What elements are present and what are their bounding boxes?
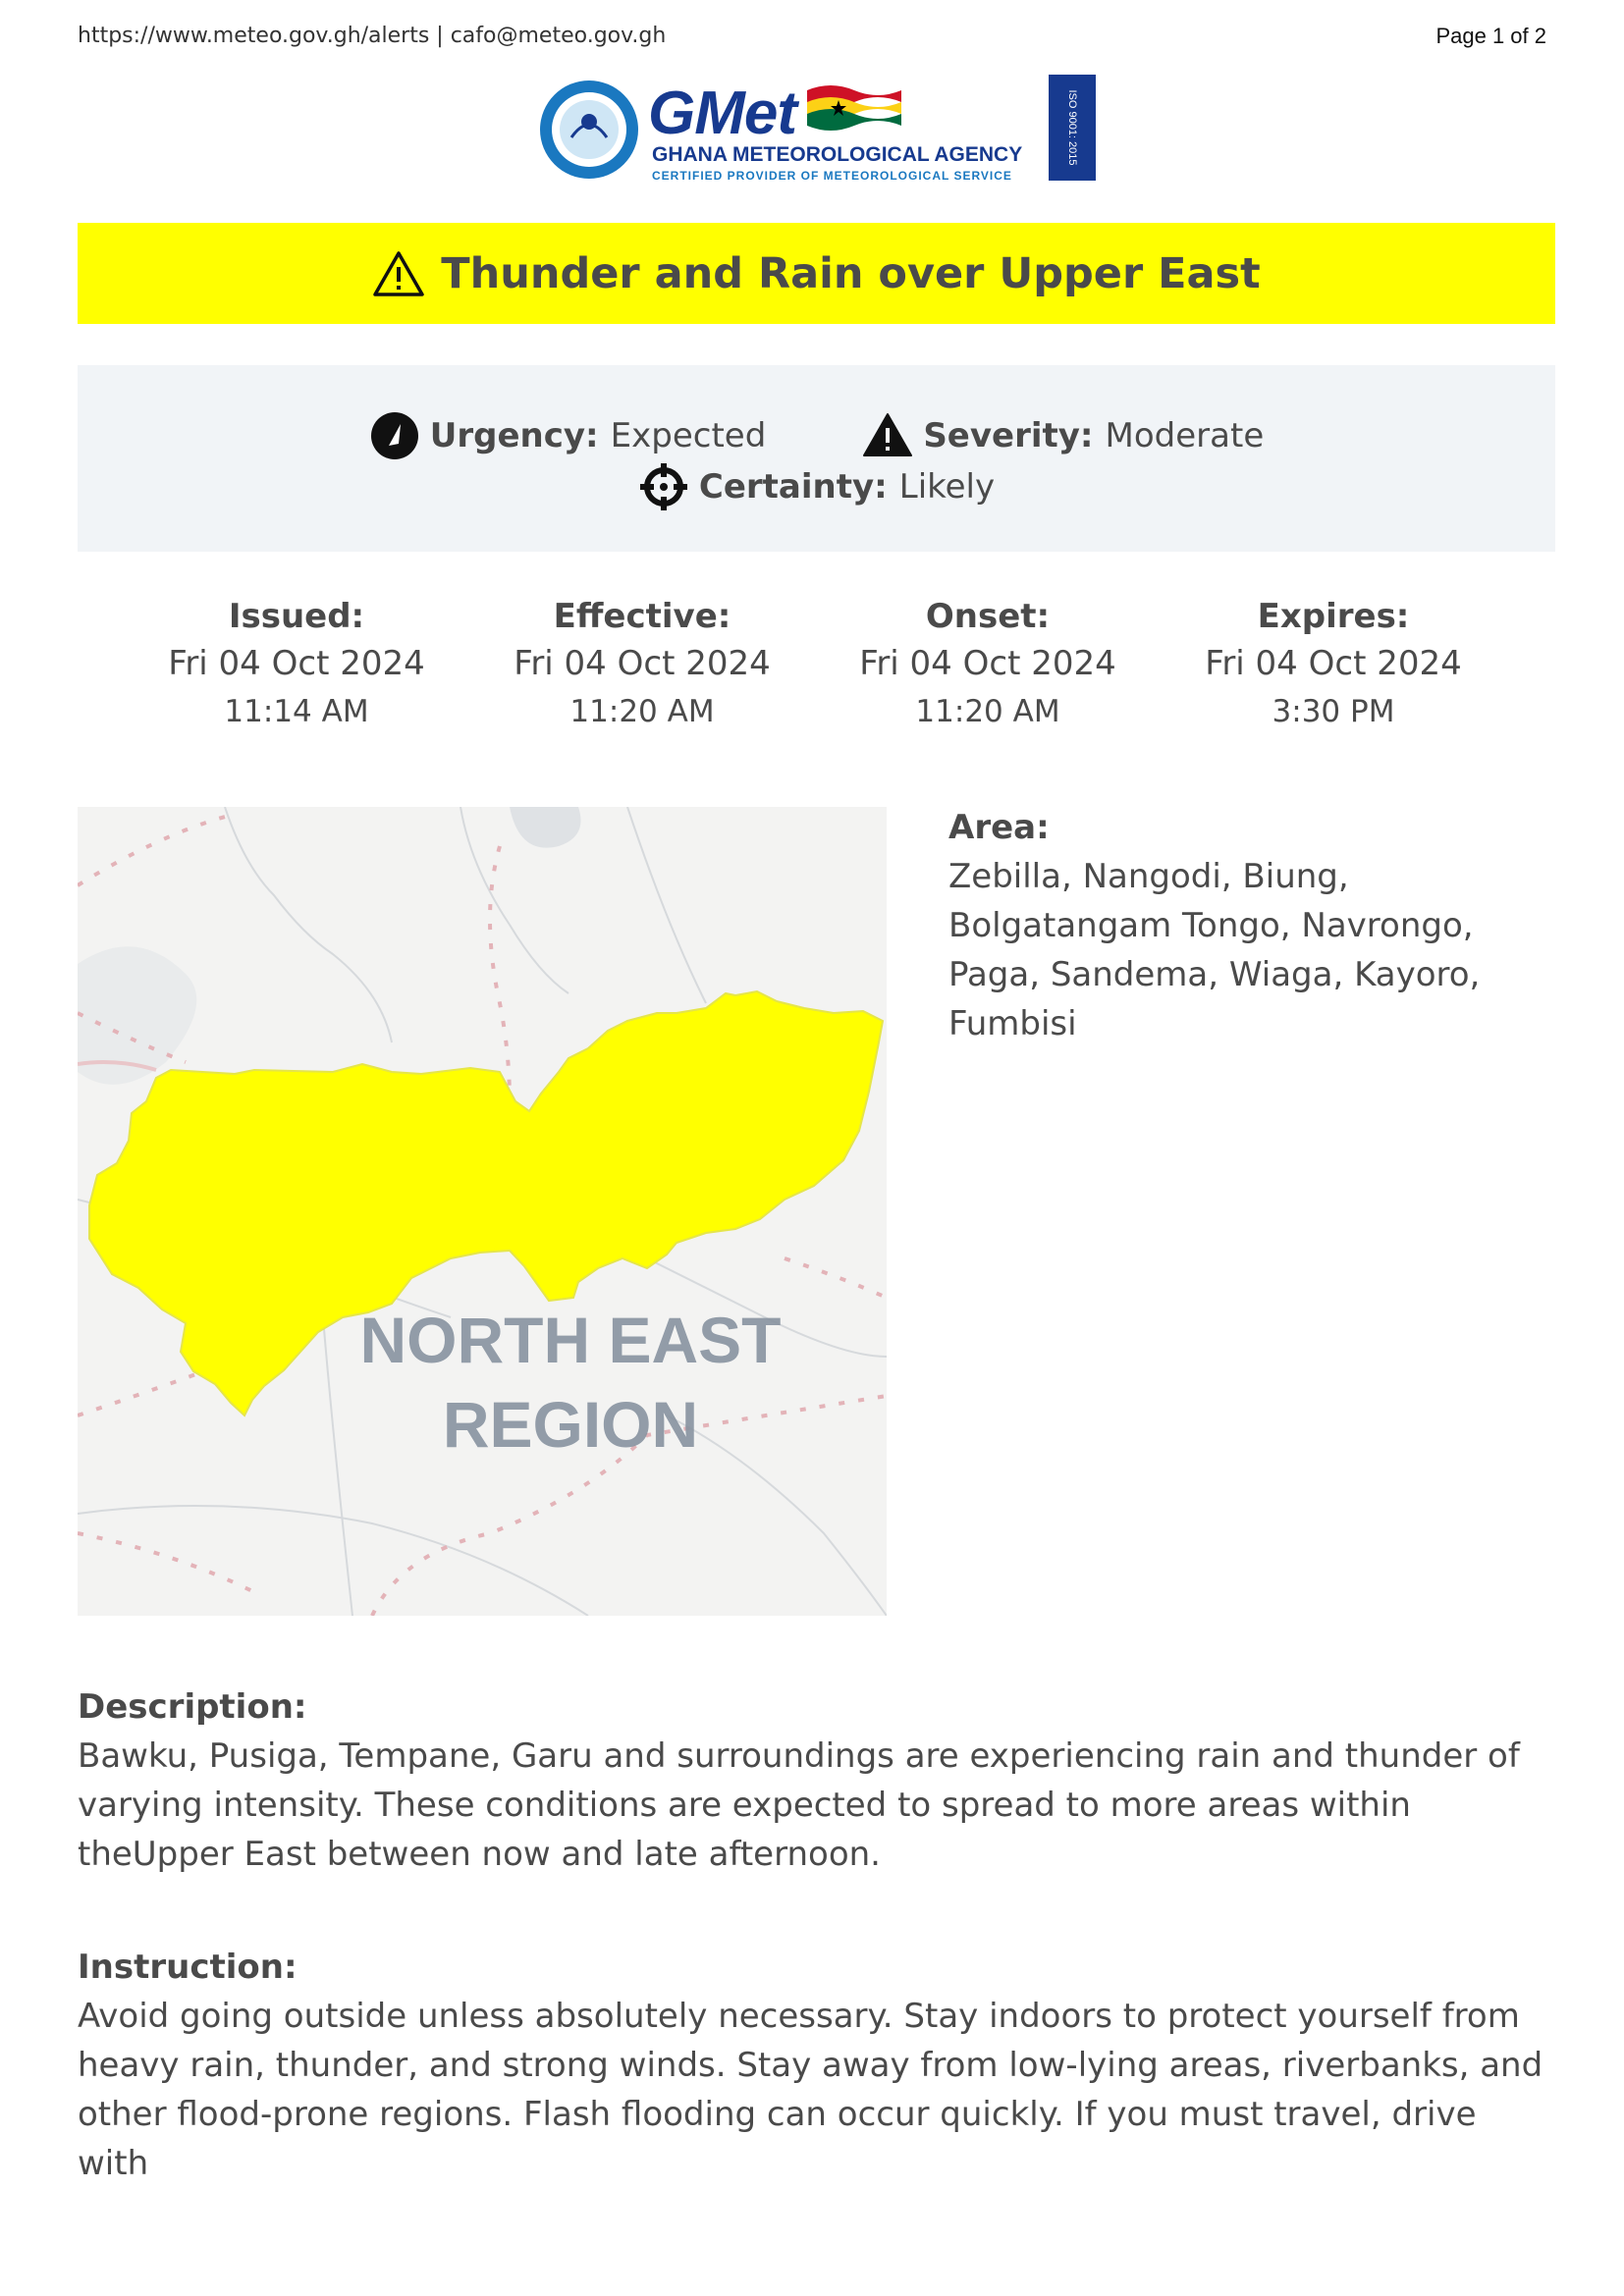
time-date: Fri 04 Oct 2024 <box>859 644 1116 683</box>
description-section <box>78 1682 1555 1879</box>
time-hour: 11:14 AM <box>224 694 369 729</box>
time-hour: 11:20 AM <box>915 694 1060 729</box>
time-hour: 11:20 AM <box>569 694 715 729</box>
certainty-item <box>638 461 995 512</box>
issued-time <box>124 594 469 735</box>
alert-area-map <box>78 807 887 1616</box>
map-region-line1: NORTH EAST <box>359 1304 782 1376</box>
alert-meta-box <box>78 365 1555 552</box>
time-label: Expires: <box>1257 597 1410 636</box>
instruction-text: Avoid going outside unless absolutely necessary. Stay indoors to protect yourself from heavy rain, thunder, and strong winds. Stay away from low-lying areas, riverbanks, and other flood-prone regions. Flash flooding can occur quickly. If you must travel, drive with <box>78 1997 1543 2183</box>
certainty-label: Certainty: <box>698 467 888 507</box>
area-text: Zebilla, Nangodi, Biung, Bolgatangam Tongo, Navrongo, Paga, Sandema, Wiaga, Kayoro, Fumbisi <box>948 857 1481 1043</box>
description-text: Bawku, Pusiga, Tempane, Garu and surroundings are experiencing rain and thunder of varying intensity. These conditions are expected to spread to more areas within theUpper East between now and late afternoon. <box>78 1736 1520 1874</box>
time-date: Fri 04 Oct 2024 <box>514 644 771 683</box>
severity-item <box>862 410 1264 461</box>
logo-wordmark: GMet <box>648 80 796 147</box>
gauge-icon <box>369 410 420 461</box>
alert-title: Thunder and Rain over Upper East <box>441 248 1261 298</box>
warning-triangle-icon <box>372 250 425 297</box>
gmet-logo <box>538 75 1096 185</box>
description-label: Description: <box>78 1687 307 1727</box>
logo-agency-name: GHANA METEOROLOGICAL AGENCY <box>652 143 1023 166</box>
urgency-item <box>369 410 767 461</box>
time-label: Onset: <box>925 597 1051 636</box>
map-region-label <box>78 1298 887 1467</box>
effective-time <box>469 594 815 735</box>
onset-time <box>815 594 1161 735</box>
map-region-line2: REGION <box>442 1388 699 1461</box>
logo-tagline: CERTIFIED PROVIDER OF METEOROLOGICAL SERVICE <box>652 169 1012 183</box>
agency-seal-icon <box>538 79 640 181</box>
header-url: https://www.meteo.gov.gh/alerts | cafo@meteo.gov.gh <box>78 24 667 48</box>
severity-label: Severity: <box>923 416 1094 455</box>
iso-badge-text: ISO 9001: 2015 <box>1066 89 1078 166</box>
alert-title-banner <box>78 223 1555 324</box>
iso-badge <box>1049 75 1096 181</box>
expires-time <box>1161 594 1506 735</box>
time-date: Fri 04 Oct 2024 <box>1205 644 1462 683</box>
time-date: Fri 04 Oct 2024 <box>168 644 425 683</box>
time-hour: 3:30 PM <box>1272 694 1395 729</box>
severity-value: Moderate <box>1105 416 1265 455</box>
instruction-section <box>78 1943 1555 2188</box>
time-label: Effective: <box>553 597 731 636</box>
crosshair-icon <box>638 461 689 512</box>
urgency-value: Expected <box>610 416 767 455</box>
map-canvas <box>78 807 887 1616</box>
alert-times <box>124 594 1506 735</box>
instruction-label: Instruction: <box>78 1948 298 1987</box>
urgency-label: Urgency: <box>429 416 599 455</box>
page-number: Page 1 of 2 <box>1435 24 1546 48</box>
certainty-value: Likely <box>898 467 996 507</box>
ghana-flag-icon <box>805 80 903 133</box>
area-label: Area: <box>948 808 1050 847</box>
area-section <box>948 803 1557 1048</box>
time-label: Issued: <box>228 597 365 636</box>
warning-icon <box>862 410 913 461</box>
